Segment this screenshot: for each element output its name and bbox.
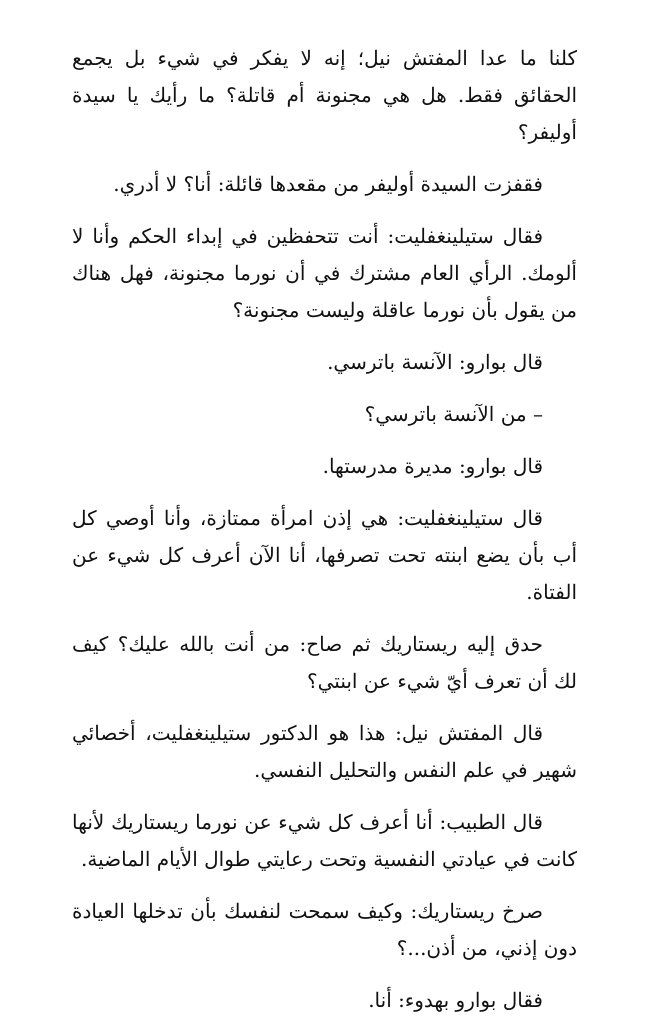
paragraph-1: كلنا ما عدا المفتش نيل؛ إنه لا يفكر في شيء بل يجمع الحقائق فقط. هل هي مجنونة أم قاتلة؟ ما رأيك يا سيدة أوليفر؟ (72, 46, 577, 144)
paragraph-12: فقال بوارو بهدوء: أنا. (368, 988, 543, 1012)
paragraph-11: صرخ ريستاريك: وكيف سمحت لنفسك بأن تدخلها العيادة دون إذني، من أذن...؟ (72, 899, 577, 960)
paragraph-2: فقفزت السيدة أوليفر من مقعدها قائلة: أنا؟ لا أدري. (113, 172, 543, 196)
paragraph-9: قال المفتش نيل: هذا هو الدكتور ستيلينغفليت، أخصائي شهير في علم النفس والتحليل النفسي. (72, 721, 577, 782)
paragraph-5: – من الآنسة باترسي؟ (364, 402, 543, 426)
paragraph-10: قال الطبيب: أنا أعرف كل شيء عن نورما ريستاريك لأنها كانت في عيادتي النفسية وتحت رعايتي طوال الأيام الماضية. (72, 810, 577, 871)
paragraph-6: قال بوارو: مديرة مدرستها. (322, 454, 543, 478)
book-page (72, 40, 577, 1034)
paragraph-3: فقال ستيلينغفليت: أنت تتحفظين في إبداء الحكم وأنا لا ألومك. الرأي العام مشترك في أن نورما مجنونة، فهل هناك من يقول بأن نورما عاقلة وليست مجنونة؟ (72, 224, 577, 322)
paragraph-4: قال بوارو: الآنسة باترسي. (327, 350, 543, 374)
paragraph-8: حدق إليه ريستاريك ثم صاح: من أنت بالله عليك؟ كيف لك أن تعرف أيّ شيء عن ابنتي؟ (72, 632, 577, 693)
paragraph-7: قال ستيلينغفليت: هي إذن امرأة ممتازة، وأنا أوصي كل أب بأن يضع ابنته تحت تصرفها، أنا الآن أعرف كل شيء عن الفتاة. (72, 506, 577, 604)
